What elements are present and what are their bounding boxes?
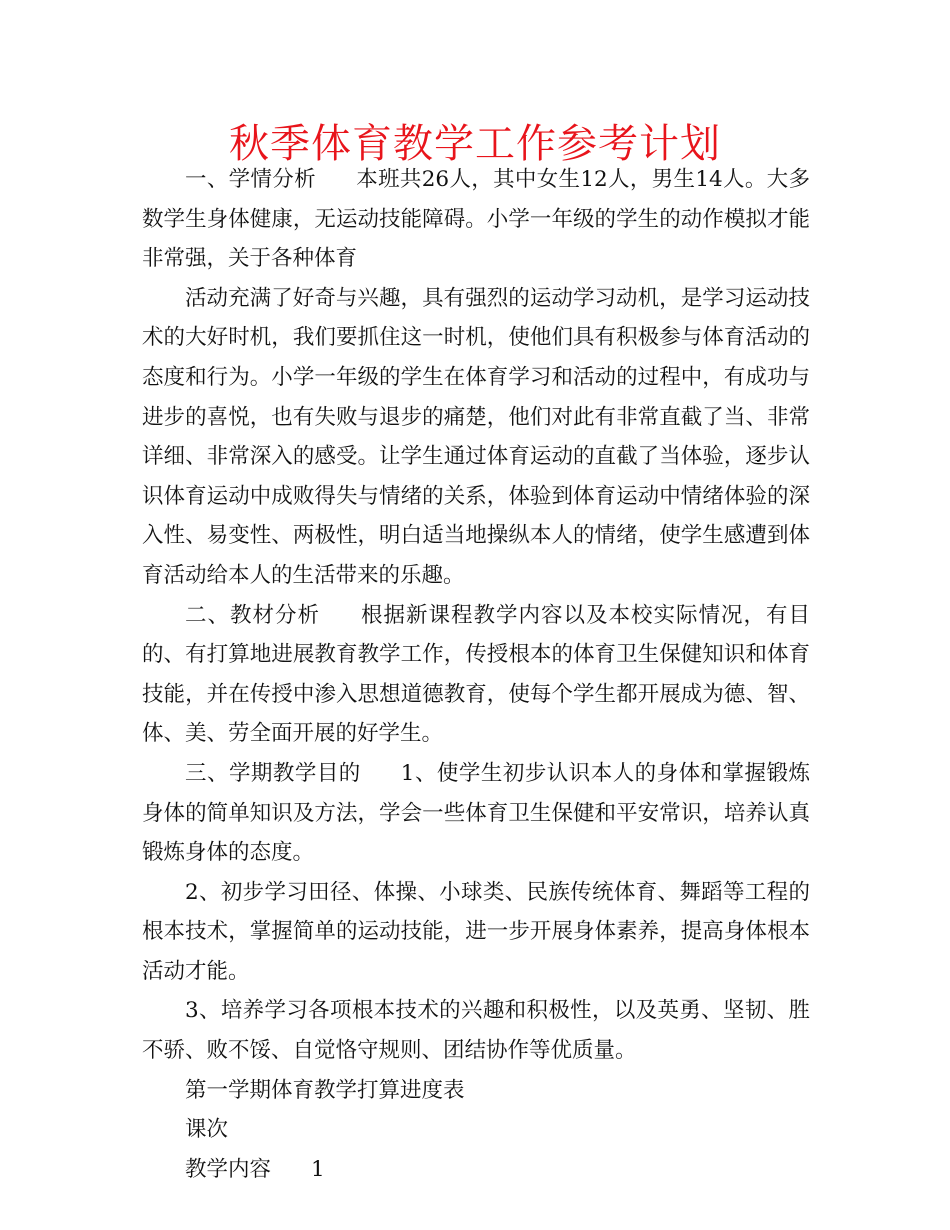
paragraph-teaching-goals bbox=[142, 754, 810, 873]
table-header-content: 教学内容 bbox=[185, 1156, 272, 1182]
paragraph-text: 3、培养学习各项根本技术的兴趣和积极性，以及英勇、坚韧、胜不骄、败不馁、自觉恪守规则、团结协作等优质量。 bbox=[142, 998, 810, 1064]
table-row bbox=[142, 1150, 810, 1190]
section-heading: 一、学情分析 bbox=[185, 167, 316, 192]
paragraph-goal-3 bbox=[142, 991, 810, 1070]
paragraph-text: 2、初步学习田径、体操、小球类、民族传统体育、舞蹈等工程的根本技术，掌握简单的运动技能，进一步开展身体素养，提高身体根本活动才能。 bbox=[142, 879, 810, 984]
table-cell-number: 1 bbox=[311, 1156, 325, 1182]
paragraph-learning-analysis bbox=[142, 160, 810, 279]
section-heading: 二、教材分析 bbox=[185, 602, 320, 628]
section-heading: 三、学期教学目的 bbox=[185, 760, 361, 786]
paragraph-text: 1、使学生初步认识本人的身体和掌握锻炼身体的简单知识及方法，学会一些体育卫生保健和平安常识，培养认真锻炼身体的态度。 bbox=[142, 760, 810, 866]
document-title: 秋季体育教学工作参考计划 bbox=[229, 121, 721, 167]
table-title: 第一学期体育教学打算进度表 bbox=[185, 1077, 465, 1103]
paragraph-continued bbox=[142, 279, 810, 596]
paragraph-text: 本班共26人，其中女生12人，男生14人。大多数学生身体健康，无运动技能障碍。小学一年级的学生的动作模拟才能非常强，关于各种体育 bbox=[142, 167, 810, 272]
table-header-lesson: 课次 bbox=[185, 1117, 229, 1143]
document-body bbox=[142, 160, 810, 1189]
paragraph-text: 活动充满了好奇与兴趣，具有强烈的运动学习动机，是学习运动技术的大好时机，我们要抓住这一时机，使他们具有积极参与体育活动的态度和行为。小学一年级的学生在体育学习和活动的过程中，有成功与进步的喜悦，也有失败与退步的痛楚，他们对此有非常直截了当、非常详细、非常深入的感受。让学生通过体育运动的直截了当体验，逐步认识体育运动中成败得失与情绪的关系，体验到体育运动中情绪体验的深入性、易变性、两极性，明白适当地操纵本人的情绪，使学生感遭到体育活动给本人的生活带来的乐趣。 bbox=[142, 285, 810, 588]
paragraph-material-analysis bbox=[142, 596, 810, 754]
paragraph-goal-2 bbox=[142, 873, 810, 992]
paragraph-text: 根据新课程教学内容以及本校实际情况，有目的、有打算地进展教育教学工作，传授根本的体育卫生保健知识和体育技能，并在传授中渗入思想道德教育，使每个学生都开展成为德、智、体、美、劳全面开展的好学生。 bbox=[142, 602, 810, 747]
